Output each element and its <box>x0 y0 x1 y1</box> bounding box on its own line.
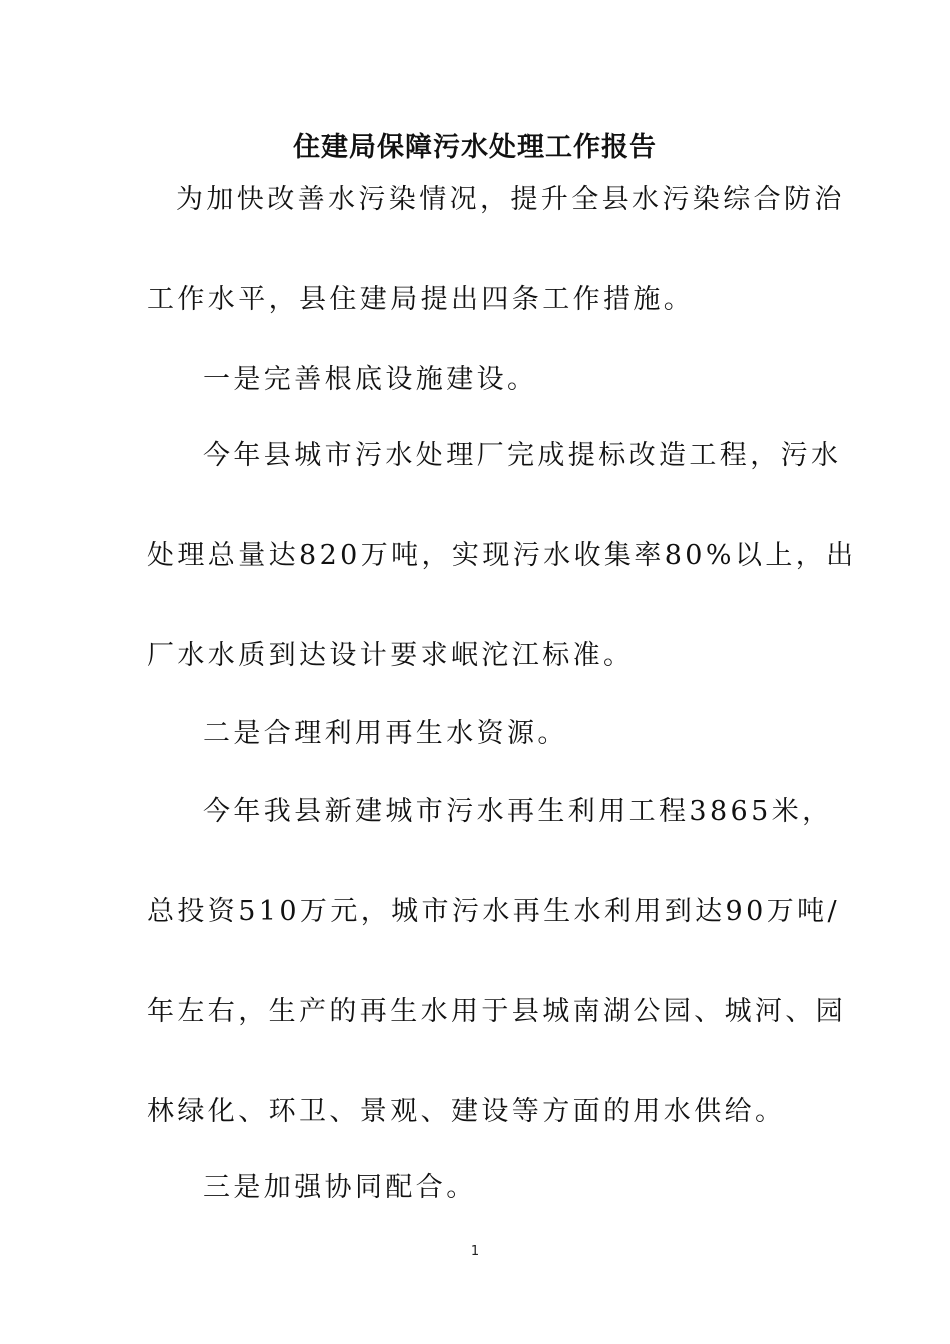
paragraph-line-2: 工作水平，县住建局提出四条工作措施。 <box>147 284 695 315</box>
paragraph-line-1: 为加快改善水污染情况，提升全县水污染综合防治 <box>176 184 845 215</box>
paragraph-line-12: 三是加强协同配合。 <box>203 1172 477 1203</box>
paragraph-line-4: 今年县城市污水处理厂完成提标改造工程，污水 <box>203 440 842 471</box>
paragraph-line-5: 处理总量达820万吨，实现污水收集率80%以上，出 <box>147 540 857 571</box>
paragraph-line-9: 总投资510万元，城市污水再生水利用到达90万吨/ <box>147 896 840 927</box>
paragraph-line-6: 厂水水质到达设计要求岷沱江标准。 <box>147 640 634 671</box>
paragraph-line-8: 今年我县新建城市污水再生利用工程3865米， <box>203 796 833 827</box>
document-title: 住建局保障污水处理工作报告 <box>293 132 657 163</box>
paragraph-line-10: 年左右，生产的再生水用于县城南湖公园、城河、园 <box>147 996 847 1027</box>
paragraph-line-11: 林绿化、环卫、景观、建设等方面的用水供给。 <box>147 1096 786 1127</box>
paragraph-line-7: 二是合理利用再生水资源。 <box>203 718 568 749</box>
page-number: 1 <box>470 1244 480 1259</box>
paragraph-line-3: 一是完善根底设施建设。 <box>203 364 538 395</box>
